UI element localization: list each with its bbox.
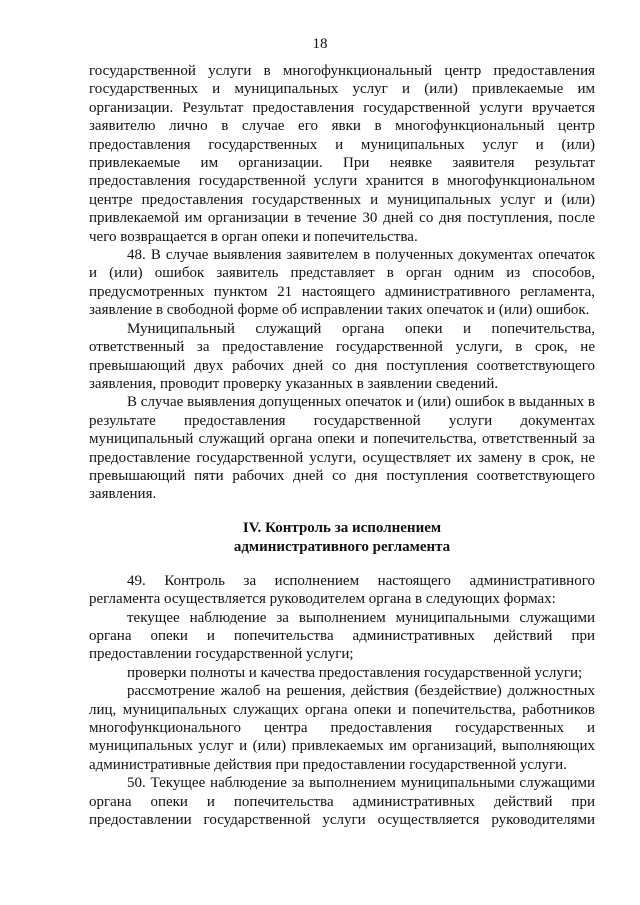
paragraph-49-form-3: рассмотрение жалоб на решения, действия (бездействие) должностных лиц, муниципальных служащих органа опеки и попечительства, работников многофункционального центра предоставления государственных и муниципальных услуг и (или) привлекаемых им организаций, выполняющих административные действия при предоставлении государственной услуги. (89, 683, 595, 773)
paragraph-48-errors: В случае выявления допущенных опечаток и (или) ошибок в выданных в результате предоставления государственной услуги документах муниципальный служащий органа опеки и попечительства, ответственный за предоставление государственной услуги, осуществляет их замену в срок, не превышающий пяти рабочих дней со дня поступления соответствующего заявления. (89, 394, 595, 503)
paragraph-49-form-1: текущее наблюдение за выполнением муниципальными служащими органа опеки и попечительства административных действий при предоставлении государственной услуги; (89, 609, 595, 663)
paragraph-50: 50. Текущее наблюдение за выполнением муниципальными служащими органа опеки и попечительства административных действий при предоставлении государственной услуги осуществляется руководителями (89, 775, 595, 829)
section-heading-line-1: IV. Контроль за исполнением (242, 519, 442, 536)
section-heading-line-2: административного регламента (233, 538, 451, 555)
paragraph-49: 49. Контроль за исполнением настоящего административного регламента осуществляется руководителем органа в следующих формах: (89, 572, 595, 608)
document-body (89, 62, 595, 829)
paragraph-48-official: Муниципальный служащий органа опеки и попечительства, ответственный за предоставление государственной услуги, в срок, не превышающий двух рабочих дней со дня поступления соответствующего заявления, проводит проверку указанных в заявлении сведений. (89, 320, 595, 392)
page-number: 18 (312, 36, 328, 52)
paragraph-48: 48. В случае выявления заявителем в полученных документах опечаток и (или) ошибок заявитель представляет в орган одним из способов, предусмотренных пунктом 21 настоящего административного регламента, заявление в свободной форме об исправлении таких опечаток и (или) ошибок. (89, 247, 595, 319)
paragraph-49-form-2: проверки полноты и качества предоставления государственной услуги; (127, 664, 583, 681)
section-heading (89, 519, 595, 557)
paragraph-continuation: государственной услуги в многофункциональный центр предоставления государственных и муниципальных услуг и (или) привлекаемые им организации. Результат предоставления государственной услуги вручается заявителю лично в случае его явки в многофункциональный центр предоставления государственных и муниципальных услуг и (или) привлекаемые им организации. При неявке заявителя результат предоставления государственной услуги хранится в многофункциональном центре предоставления государственных и муниципальных услуг и (или) привлекаемой им организации в течение 30 дней со дня поступления, после чего возвращается в орган опеки и попечительства. (89, 63, 595, 245)
